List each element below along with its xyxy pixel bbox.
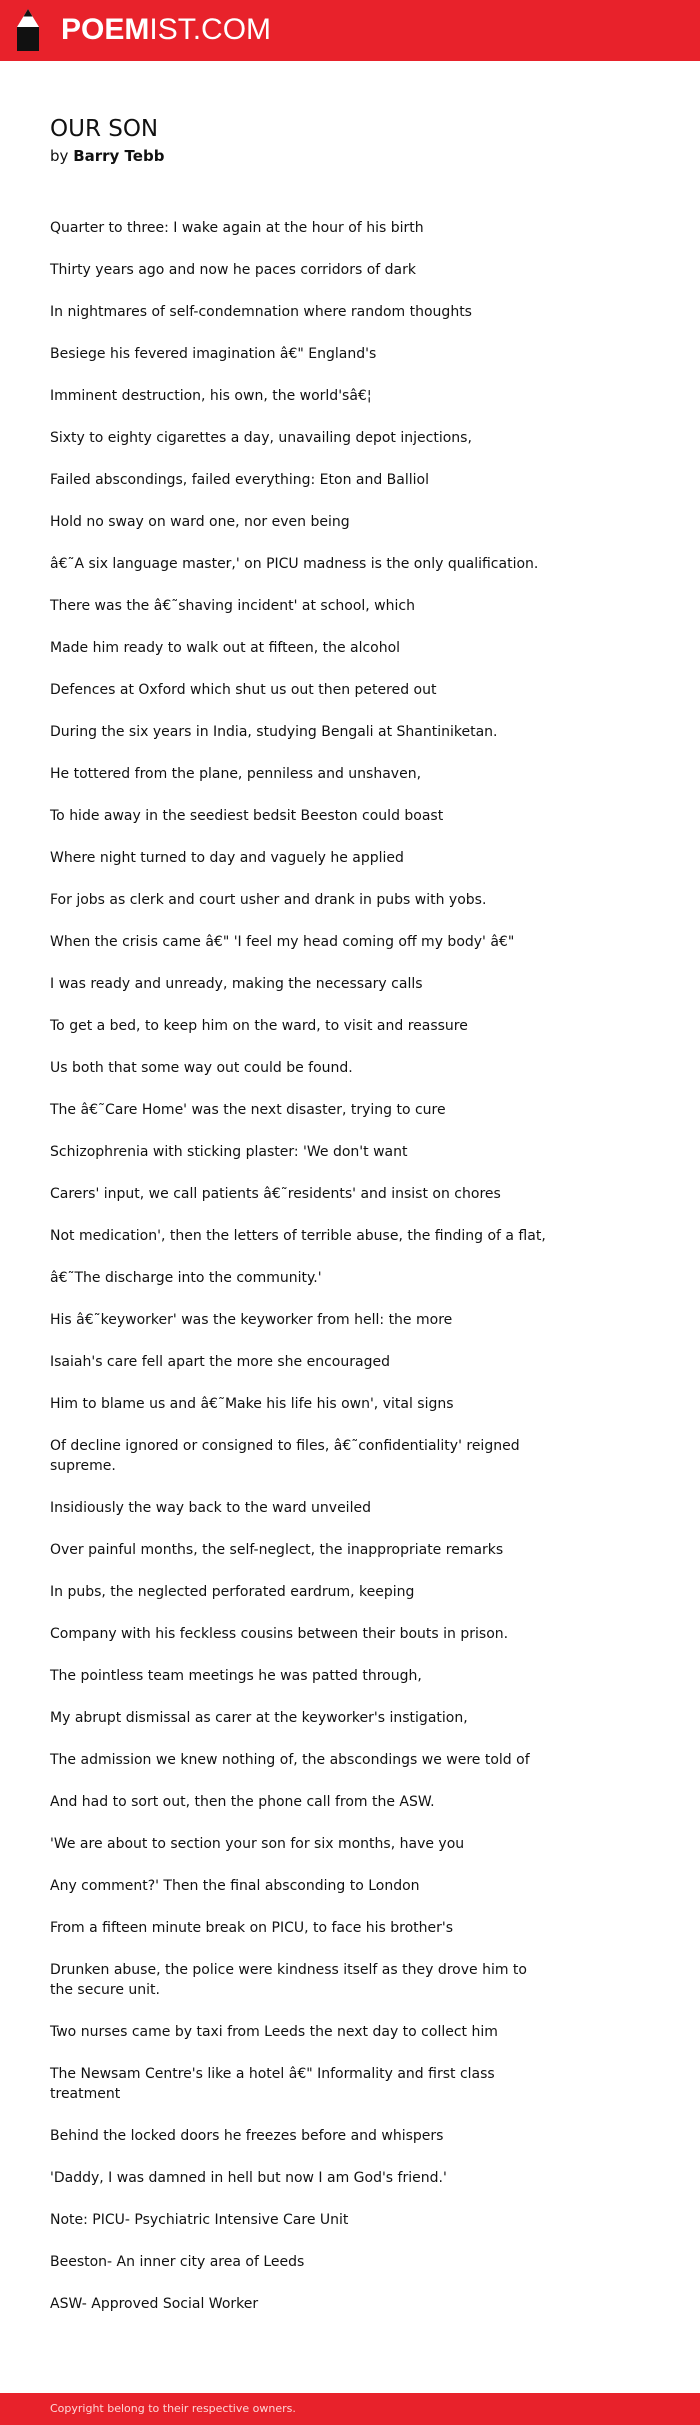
poem-line: Of decline ignored or consigned to files, â€˜confidentiality' reigned supreme.: [50, 1438, 520, 1474]
poem-line: The Newsam Centre's like a hotel â€" Informality and first class treatment: [50, 2066, 495, 2102]
poem-line: In nightmares of self-condemnation where random thoughts: [50, 304, 472, 320]
byline: [50, 146, 550, 166]
poem-line: Not medication', then the letters of terrible abuse, the finding of a flat,: [50, 1228, 546, 1244]
poem-line: For jobs as clerk and court usher and drank in pubs with yobs.: [50, 892, 487, 908]
poem-line: Insidiously the way back to the ward unveiled: [50, 1500, 371, 1516]
poem-line: My abrupt dismissal as carer at the keyworker's instigation,: [50, 1710, 468, 1726]
poem-line: Us both that some way out could be found.: [50, 1060, 353, 1076]
poem-line: Carers' input, we call patients â€˜residents' and insist on chores: [50, 1186, 501, 1202]
poem-line: His â€˜keyworker' was the keyworker from hell: the more: [50, 1312, 453, 1328]
site-header: [0, 0, 700, 61]
poem-line: ASW- Approved Social Worker: [50, 2296, 259, 2312]
poem-line: To hide away in the seediest bedsit Beeston could boast: [50, 808, 444, 824]
poem-line: And had to sort out, then the phone call from the ASW.: [50, 1794, 435, 1810]
author-name[interactable]: Barry Tebb: [73, 147, 165, 165]
poem-title: OUR SON: [50, 116, 159, 142]
poem-line: He tottered from the plane, penniless and unshaven,: [50, 766, 422, 782]
site-logo[interactable]: [15, 8, 271, 52]
poem-line: Behind the locked doors he freezes before and whispers: [50, 2128, 444, 2144]
poem-line: Schizophrenia with sticking plaster: 'We don't want: [50, 1144, 408, 1160]
poem-line: Company with his feckless cousins between their bouts in prison.: [50, 1626, 509, 1642]
poem-line: During the six years in India, studying Bengali at Shantiniketan.: [50, 724, 498, 740]
poem-heading: [50, 116, 550, 166]
poem-line: Beeston- An inner city area of Leeds: [50, 2254, 305, 2270]
by-label: by: [50, 147, 69, 165]
poem-body: [50, 218, 550, 2336]
poem-line: Where night turned to day and vaguely he applied: [50, 850, 404, 866]
poem-line: Over painful months, the self-neglect, the inappropriate remarks: [50, 1542, 504, 1558]
poem-line: Hold no sway on ward one, nor even being: [50, 514, 350, 530]
brand-bold: POEM: [61, 13, 150, 46]
poem-line: The â€˜Care Home' was the next disaster, trying to cure: [50, 1102, 446, 1118]
poem-line: 'We are about to section your son for six months, have you: [50, 1836, 465, 1852]
poem-line: â€˜The discharge into the community.': [50, 1270, 322, 1286]
poem-line: Besiege his fevered imagination â€" England's: [50, 346, 377, 362]
poem-line: The admission we knew nothing of, the abscondings we were told of: [50, 1752, 530, 1768]
poem-line: Him to blame us and â€˜Make his life his own', vital signs: [50, 1396, 454, 1412]
poem-line: Two nurses came by taxi from Leeds the next day to collect him: [50, 2024, 498, 2040]
poem-line: There was the â€˜shaving incident' at school, which: [50, 598, 415, 614]
poem-line: When the crisis came â€" 'I feel my head coming off my body' â€": [50, 934, 515, 950]
poem-line: The pointless team meetings he was patted through,: [50, 1668, 422, 1684]
brand-light: IST.COM: [149, 13, 272, 46]
site-footer: [0, 2393, 700, 2425]
poem-line: In pubs, the neglected perforated eardrum, keeping: [50, 1584, 415, 1600]
poem-line: 'Daddy, I was damned in hell but now I am God's friend.': [50, 2170, 447, 2186]
poem-line: I was ready and unready, making the necessary calls: [50, 976, 423, 992]
poem-line: From a fifteen minute break on PICU, to face his brother's: [50, 1920, 454, 1936]
poem-line: â€˜A six language master,' on PICU madness is the only qualification.: [50, 556, 539, 572]
poem-line: Sixty to eighty cigarettes a day, unavailing depot injections,: [50, 430, 472, 446]
poem-line: To get a bed, to keep him on the ward, to visit and reassure: [50, 1018, 468, 1034]
poem-line: Note: PICU- Psychiatric Intensive Care Unit: [50, 2212, 349, 2228]
pencil-icon: [15, 8, 41, 52]
poem-line: Quarter to three: I wake again at the hour of his birth: [50, 220, 424, 236]
poem-line: Thirty years ago and now he paces corridors of dark: [50, 262, 416, 278]
poem-line: Made him ready to walk out at fifteen, the alcohol: [50, 640, 401, 656]
site-brand: [61, 8, 271, 52]
poem-line: Isaiah's care fell apart the more she encouraged: [50, 1354, 390, 1370]
poem-line: Imminent destruction, his own, the world'sâ€¦: [50, 388, 372, 404]
poem-line: Drunken abuse, the police were kindness itself as they drove him to the secure unit.: [50, 1962, 527, 1998]
poem-line: Failed abscondings, failed everything: Eton and Balliol: [50, 472, 429, 488]
poem-line: Any comment?' Then the final absconding to London: [50, 1878, 420, 1894]
poem-line: Defences at Oxford which shut us out then petered out: [50, 682, 437, 698]
copyright-text: Copyright belong to their respective owners.: [50, 2402, 296, 2415]
